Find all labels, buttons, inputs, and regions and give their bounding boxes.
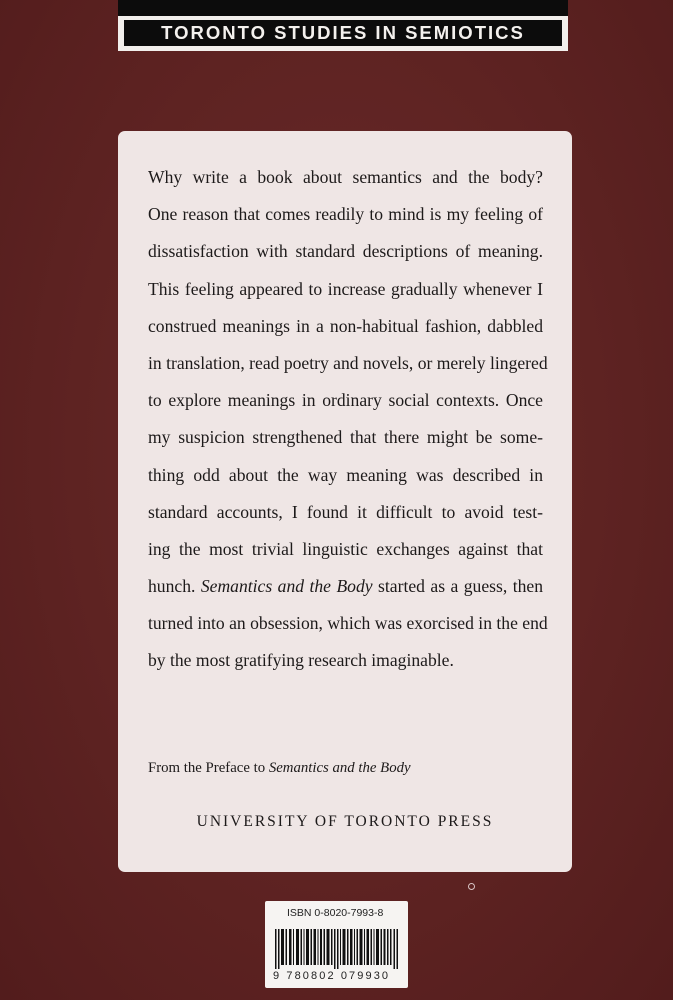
blurb-line: my suspicion strengthened that there might be some- (148, 427, 543, 448)
blurb-text-run: hunch. (148, 576, 201, 597)
blurb-line: ing the most trivial linguistic exchanges against that (148, 538, 543, 559)
blurb-line: turned into an obsession, which was exorcised in the end (148, 613, 548, 634)
isbn-number: ISBN 0-8020-7993-8 (287, 907, 384, 919)
blurb-line: dissatisfaction with standard descriptions of meaning. (148, 241, 543, 262)
blurb-line: construed meanings in a non-habitual fashion, dabbled (148, 315, 543, 336)
barcode-digits: 9 780802 079930 (273, 970, 391, 982)
series-title: TORONTO STUDIES IN SEMIOTICS (161, 22, 525, 43)
barcode-icon (275, 929, 399, 969)
blurb-line: in translation, read poetry and novels, or merely lingered (148, 352, 548, 373)
book-title: Semantics and the Body (200, 576, 373, 597)
blurb-line (148, 568, 543, 605)
barcode-label (265, 901, 408, 988)
blurb-line: One reason that comes readily to mind is my feeling of (148, 204, 543, 225)
blurb-line: thing odd about the way meaning was described in (148, 464, 543, 485)
series-band-top (118, 0, 568, 16)
blurb-line: This feeling appeared to increase gradually whenever I (148, 278, 543, 299)
blurb-line: by the most gratifying research imaginable. (148, 650, 454, 671)
publisher-name: UNIVERSITY OF TORONTO PRESS (196, 813, 494, 830)
series-band (118, 16, 568, 51)
blurb-line: standard accounts, I found it difficult to avoid test- (148, 501, 543, 522)
blurb-line: to explore meanings in ordinary social contexts. Once (148, 390, 543, 411)
blurb-text-run: started as a guess, then (372, 576, 544, 597)
decorative-dot (468, 883, 475, 890)
series-label-box (124, 20, 562, 46)
blurb-line: Why write a book about semantics and the body? (148, 167, 543, 187)
blurb-text (148, 159, 548, 680)
blurb-panel (118, 131, 572, 872)
source-prefix: From the Preface to (148, 760, 269, 776)
source-book-title: Semantics and the Body (268, 760, 411, 776)
blurb-source (148, 760, 411, 777)
